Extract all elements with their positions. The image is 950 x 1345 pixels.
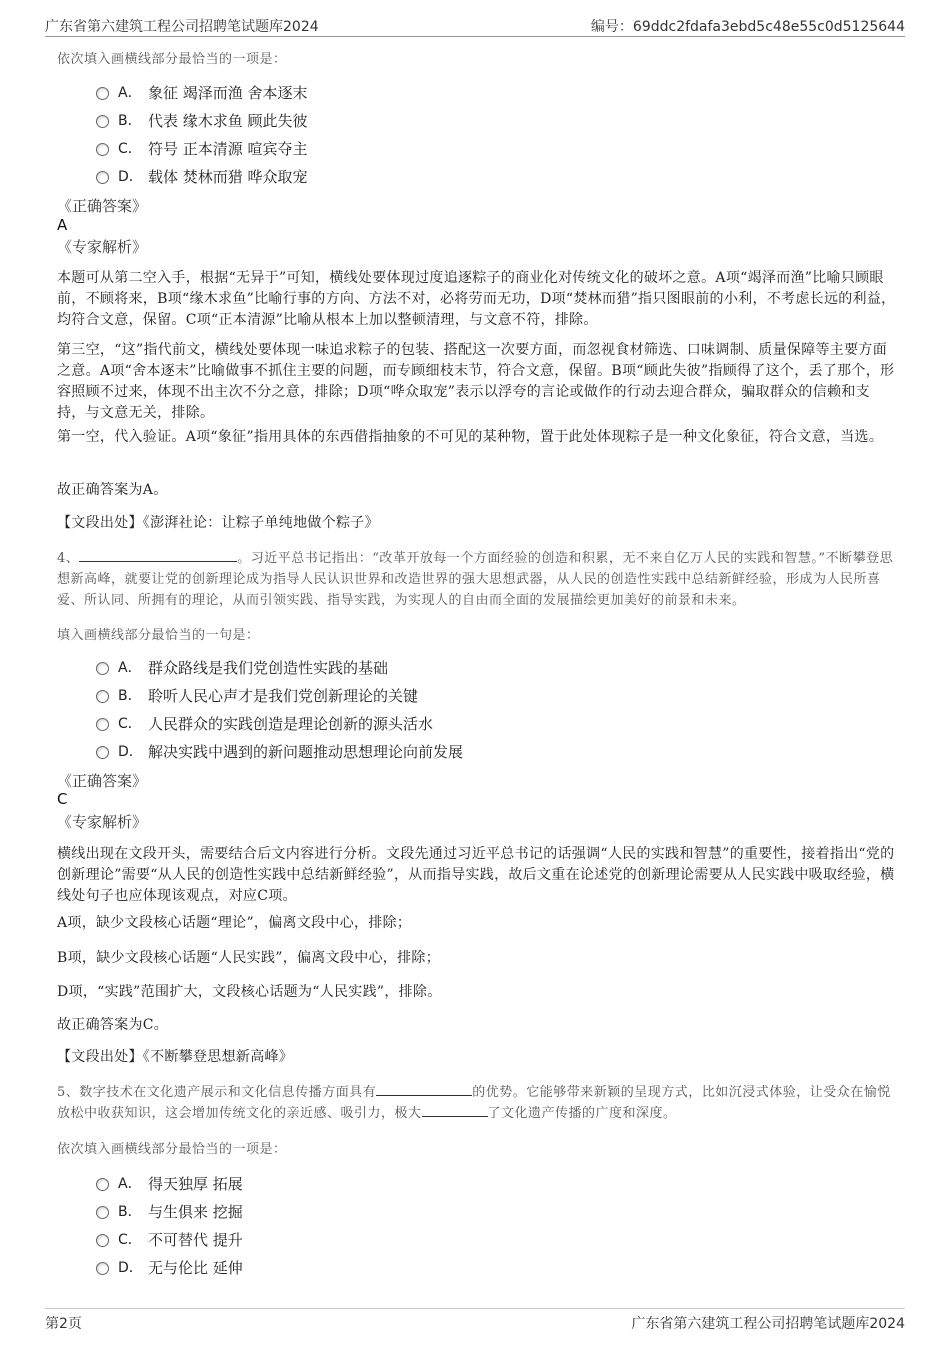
page-header xyxy=(45,14,905,36)
q4-blank xyxy=(79,549,237,562)
radio-icon[interactable] xyxy=(96,746,109,759)
header-doc-id: 编号：69ddc2fdafa3ebd5c48e55c0d5125644 xyxy=(590,19,905,35)
radio-icon[interactable] xyxy=(96,87,109,100)
q4-answer: C xyxy=(57,790,68,808)
header-divider xyxy=(45,36,905,37)
page-footer xyxy=(45,1313,905,1335)
q3-prompt: 依次填入画横线部分最恰当的一项是： xyxy=(57,52,287,67)
q3-analysis-p2: 第三空，“这”指代前文，横线处要体现一味追求粽子的包装、搭配这一次要方面，而忽视食材筛选、口味调制、质量保障等主要方面之意。A项“舍本逐末”比喻做事不抓住主要的问题，而专顾细枝末节，符合文意，保留。B项“顾此失彼”指顾得了这个，丢了那个，形容照顾不过来，体现不出主次不分之意，排除；D项“哗众取宠”表示以浮夸的言论或做作的行动去迎合群众，骗取群众的信赖和支持，与文意无关，排除。 xyxy=(57,342,895,421)
q3-conclusion: 故正确答案为A。 xyxy=(57,482,168,498)
radio-icon[interactable] xyxy=(96,1206,109,1219)
q4-analysis-a: A项，缺少文段核心话题“理论”，偏离文段中心，排除； xyxy=(57,915,412,931)
radio-icon[interactable] xyxy=(96,1262,109,1275)
radio-icon[interactable] xyxy=(96,1234,109,1247)
q4-stem: 4、 。习近平总书记指出：“改革开放每一个方面经验的创造和积累，无不来自亿万人民的实践和智慧。”不断攀登思想新高峰，就要让党的创新理论成为指导人民认识世界和改造世界的强大思想武器，从人民的创造性实践中总结新鲜经验，形成为人民所喜爱、所认同、所拥有的理论，从而引领实践、指导实践，为实现人的自由而全面的发展描绘更加美好的前景和未来。 xyxy=(57,551,894,608)
q5-blank-2 xyxy=(422,1104,488,1117)
q3-answer-label: 《正确答案》 xyxy=(57,197,148,215)
q4-analysis-b: B项，缺少文段核心话题“人民实践”，偏离文段中心，排除； xyxy=(57,950,441,966)
q3-analysis-label: 《专家解析》 xyxy=(57,238,148,256)
q4-analysis-label: 《专家解析》 xyxy=(57,813,148,831)
page-number: 第2页 xyxy=(45,1316,82,1332)
q5-prompt: 依次填入画横线部分最恰当的一项是： xyxy=(57,1142,287,1157)
header-title: 广东省第六建筑工程公司招聘笔试题库2024 xyxy=(45,19,319,35)
radio-icon[interactable] xyxy=(96,662,109,675)
q4-answer-label: 《正确答案》 xyxy=(57,772,148,790)
radio-icon[interactable] xyxy=(96,1178,109,1191)
radio-icon[interactable] xyxy=(96,171,109,184)
q4-analysis-p1: 横线出现在文段开头，需要结合后文内容进行分析。文段先通过习近平总书记的话强调“人民的实践和智慧”的重要性，接着指出“党的创新理论”需要“从人民的创造性实践中总结新鲜经验”，从而指导实践，故后文重在论述党的创新理论需要从人民实践中吸取经验，横线处句子也应体现该观点，对应C项。 xyxy=(57,846,895,904)
q5-stem-line2: 放松中收获知识，这会增加传统文化的亲近感、吸引力，极大 了文化遗产传播的广度和深度。 xyxy=(57,1106,677,1121)
footer-title: 广东省第六建筑工程公司招聘笔试题库2024 xyxy=(631,1316,905,1332)
q4-source: 【文段出处】《不断攀登思想新高峰》 xyxy=(57,1049,294,1065)
q3-analysis-p1: 本题可从第二空入手，根据“无异于”可知，横线处要体现过度追逐粽子的商业化对传统文化的破坏之意。A项“竭泽而渔”比喻只顾眼前，不顾将来，B项“缘木求鱼”比喻行事的方向、方法不对，必将劳而无功，D项“焚林而猎”指只图眼前的小利，不考虑长远的利益，均符合文意，保留。C项“正本清源”比喻从根本上加以整顿清理，与文意不符，排除。 xyxy=(57,270,896,328)
radio-icon[interactable] xyxy=(96,690,109,703)
q4-conclusion: 故正确答案为C。 xyxy=(57,1017,169,1033)
radio-icon[interactable] xyxy=(96,143,109,156)
radio-icon[interactable] xyxy=(96,115,109,128)
footer-divider xyxy=(45,1308,905,1309)
q3-analysis-p3: 第一空，代入验证。A项“象征”指用具体的东西借指抽象的不可见的某种物，置于此处体现粽子是一种文化象征，符合文意，当选。 xyxy=(57,429,884,445)
radio-icon[interactable] xyxy=(96,718,109,731)
q3-source: 【文段出处】《澎湃社论：让粽子单纯地做个粽子》 xyxy=(57,515,379,531)
q5-stem-line1: 5、数字技术在文化遗产展示和文化信息传播方面具有 的优势。它能够带来新颖的呈现方式，比如沉浸式体验，让受众在愉悦 xyxy=(57,1085,891,1100)
q4-prompt: 填入画横线部分最恰当的一句是： xyxy=(57,628,260,643)
q5-blank-1 xyxy=(376,1083,472,1096)
q3-answer: A xyxy=(57,216,68,234)
q4-analysis-d: D项，“实践”范围扩大，文段核心话题为“人民实践”，排除。 xyxy=(57,984,442,1000)
